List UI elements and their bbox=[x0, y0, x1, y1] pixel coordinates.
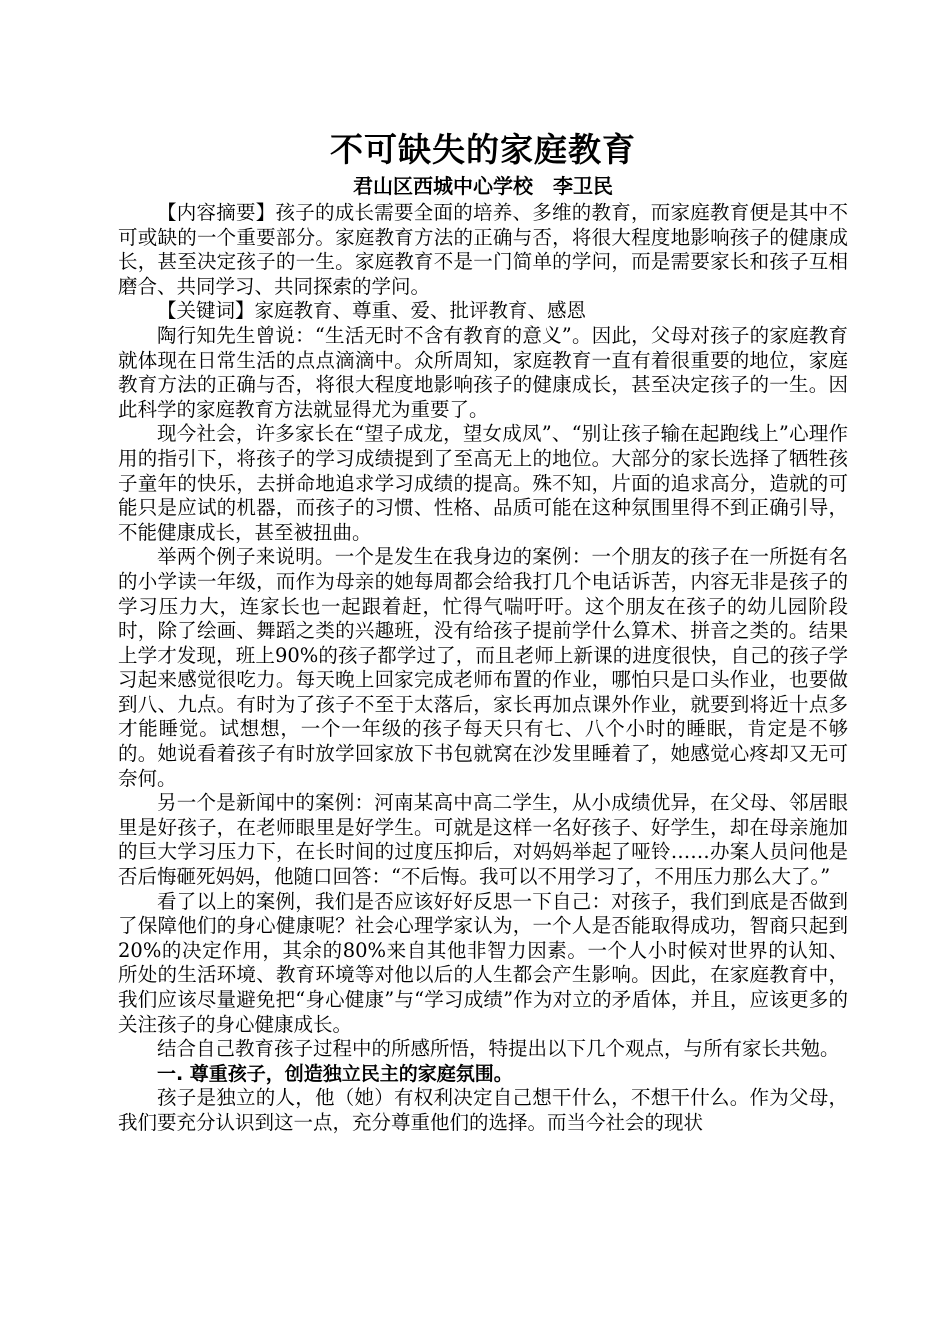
document-page bbox=[118, 128, 848, 1136]
body-paragraph-5: 看了以上的案例，我们是否应该好好反思一下自己：对孩子，我们到底是否做到了保障他们的身心健康呢？社会心理学家认为，一个人是否能取得成功，智商只起到20%的决定作用，其余的80%来自其他非智力因素。一个人小时候对世界的认知、所处的生活环境、教育环境等对他以后的人生都会产生影响。因此，在家庭教育中，我们应该尽量避免把“身心健康”与“学习成绩”作为对立的矛盾体，并且，应该更多的关注孩子的身心健康成长。 bbox=[118, 889, 848, 1036]
section-heading: 一. 尊重孩子，创造独立民主的家庭氛围。 bbox=[156, 1062, 513, 1085]
body-paragraph-7: 孩子是独立的人，他（她）有权利决定自己想干什么，不想干什么。作为父母，我们要充分认识到这一点，充分尊重他们的选择。而当今社会的现状 bbox=[118, 1086, 848, 1134]
body-paragraph-2: 现今社会，许多家长在“望子成龙，望女成凤”、“别让孩子输在起跑线上”心理作用的指引下，将孩子的学习成绩提到了至高无上的地位。大部分的家长选择了牺牲孩子童年的快乐，去拼命地追求学习成绩的提高。殊不知，片面的追求高分，造就的可能只是应试的机器，而孩子的习惯、性格、品质可能在这种氛围里得不到正确引导，不能健康成长，甚至被扭曲。 bbox=[118, 422, 848, 544]
body-paragraph-3: 举两个例子来说明。一个是发生在我身边的案例：一个朋友的孩子在一所挺有名的小学读一年级，而作为母亲的她每周都会给我打几个电话诉苦，内容无非是孩子的学习压力大，连家长也一起跟着赶，忙得气喘吁吁。这个朋友在孩子的幼儿园阶段时，除了绘画、舞蹈之类的兴趣班，没有给孩子提前学什么算术、拼音之类的。结果上学才发现，班上90%的孩子都学过了，而且老师上新课的进度很快，自己的孩子学习起来感觉很吃力。每天晚上回家完成老师布置的作业，哪怕只是口头作业，也要做到八、九点。有时为了孩子不至于太落后，家长再加点课外作业，就要到将近十点多才能睡觉。试想想，一个一年级的孩子每天只有七、八个小时的睡眠，肯定是不够的。她说看着孩子有时放学回家放下书包就窝在沙发里睡着了，她感觉心疼却又无可奈何。 bbox=[118, 545, 848, 790]
abstract-paragraph: 【内容摘要】孩子的成长需要全面的培养、多维的教育，而家庭教育便是其中不可或缺的一个重要部分。家庭教育方法的正确与否，将很大程度地影响孩子的健康成长，甚至决定孩子的一生。家庭教育不是一门简单的学问，而是需要家长和孩子互相磨合、共同学习、共同探索的学问。 bbox=[118, 201, 848, 298]
body-paragraph-1: 陶行知先生曾说：“生活无时不含有教育的意义”。因此，父母对孩子的家庭教育就体现在日常生活的点点滴滴中。众所周知，家庭教育一直有着很重要的地位，家庭教育方法的正确与否，将很大程度地影响孩子的健康成长，甚至决定孩子的一生。因此科学的家庭教育方法就显得尤为重要了。 bbox=[118, 323, 848, 421]
body-paragraph-4: 另一个是新闻中的案例：河南某高中高二学生，从小成绩优异，在父母、邻居眼里是好孩子，在老师眼里是好学生。可就是这样一名好孩子、好学生，却在母亲施加的巨大学习压力下，在长时间的过度压抑后，对妈妈举起了哑铃……办案人员问他是否后悔砸死妈妈，他随口回答：“不后悔。我可以不用学习了，不用压力那么大了。” bbox=[118, 791, 848, 889]
author-line: 君山区西城中心学校 李卫民 bbox=[353, 174, 613, 198]
document-title: 不可缺失的家庭教育 bbox=[330, 130, 636, 169]
keywords-paragraph: 【关键词】家庭教育、尊重、爱、批评教育、感恩 bbox=[157, 299, 587, 323]
body-paragraph-6: 结合自己教育孩子过程中的所感所悟，特提出以下几个观点，与所有家长共勉。 bbox=[157, 1037, 840, 1061]
